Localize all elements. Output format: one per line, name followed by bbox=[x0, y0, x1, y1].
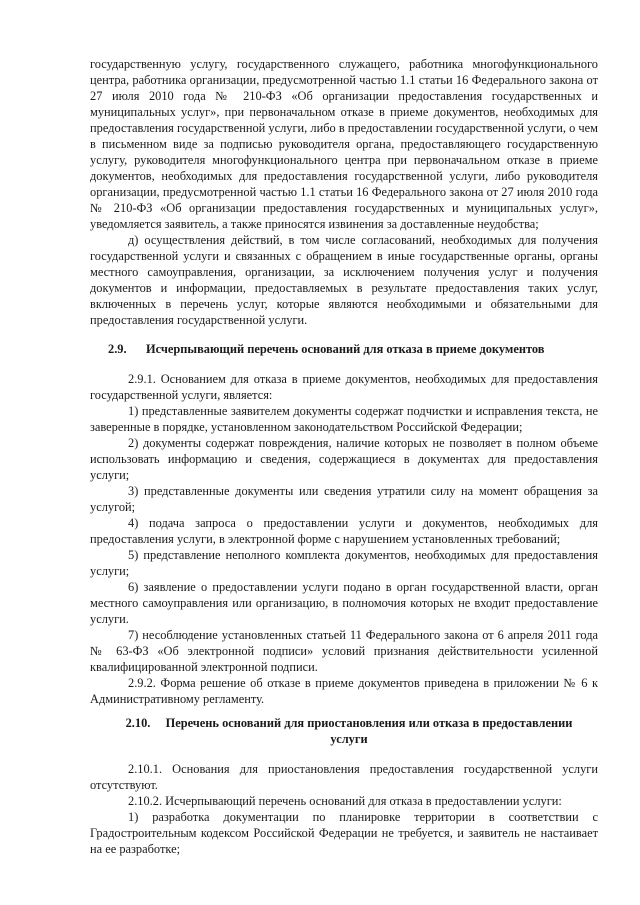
paragraph-2-9-1: 2.9.1. Основанием для отказа в приеме документов, необходимых для предоставления государственной услуги, является: bbox=[90, 372, 598, 402]
list-item-2-9-1-1: 1) представленные заявителем документы содержат подчистки и исправления текста, не заверенные в порядке, установленном законодательством Российской Федерации; bbox=[90, 404, 598, 434]
section-2-10-heading-line-1 bbox=[100, 715, 598, 731]
list-item-2-9-1-6: 6) заявление о предоставлении услуги подано в орган государственной власти, орган местного самоуправления или организацию, в полномочия которых не входит предоставление услуги. bbox=[90, 580, 598, 626]
list-item-2-9-1-7: 7) несоблюдение установленных статьей 11 Федерального закона от 6 апреля 2011 года № 63-ФЗ «Об электронной подписи» условий признания действительности усиленной квалифицированной электронной подписи. bbox=[90, 628, 598, 674]
section-2-9-heading bbox=[90, 341, 598, 357]
document-page bbox=[90, 56, 598, 857]
list-item-2-9-1-4: 4) подача запроса о предоставлении услуги и документов, необходимых для предоставления услуги, в электронной форме с нарушением установленных требований; bbox=[90, 516, 598, 546]
section-2-10-heading bbox=[90, 715, 598, 747]
paragraph-2-10-2: 2.10.2. Исчерпывающий перечень оснований для отказа в предоставлении услуги: bbox=[128, 794, 562, 808]
section-2-10-title-line-1: Перечень оснований для приостановления или отказа в предоставлении bbox=[165, 716, 573, 730]
paragraph-c-continuation: государственную услугу, государственного служащего, работника многофункционального центра, работника организации, предусмотренной частью 1.1 статьи 16 Федерального закона от 27 июля 2010 года № 210-ФЗ «Об организации предоставления государственных и муниципальных услуг», при первоначальном отказе в приеме документов, необходимых для предоставления государственной услуги, либо в предоставлении государственной услуги, о чем в письменном виде за подписью руководителя органа, предоставляющего государственную услугу, руководителя многофункционального центра при первоначальном отказе в приеме документов, необходимых для предоставления государственной услуги, либо руководителя организации, предусмотренной частью 1.1 статьи 16 Федерального закона от 27 июля 2010 года № 210-ФЗ «Об организации предоставления государственных и муниципальных услуг», уведомляется заявитель, а также приносятся извинения за доставленные неудобства; bbox=[90, 57, 598, 231]
section-2-9-title: Исчерпывающий перечень оснований для отказа в приеме документов bbox=[146, 342, 545, 356]
section-2-10-title-line-2: услуги bbox=[330, 732, 368, 746]
paragraph-d: д) осуществления действий, в том числе согласований, необходимых для получения государственной услуги и связанных с обращением в иные государственные органы, органы местного самоуправления, организации, за исключением получения услуг и получения документов и информации, предоставляемых в результате предоставления таких услуг, включенных в перечень услуг, которые являются необходимыми и обязательными для предоставления государственной услуги. bbox=[90, 233, 598, 327]
paragraph-2-9-2: 2.9.2. Форма решение об отказе в приеме документов приведена в приложении № 6 к Административному регламенту. bbox=[90, 676, 598, 706]
paragraph-2-10-1: 2.10.1. Основания для приостановления предоставления государственной услуги отсутствуют. bbox=[90, 762, 598, 792]
list-item-2-10-2-1: 1) разработка документации по планировке территории в соответствии с Градостроительным кодексом Российской Федерации не требуется, и заявитель не настаивает на ее разработке; bbox=[90, 810, 598, 856]
list-item-2-9-1-2: 2) документы содержат повреждения, наличие которых не позволяет в полном объеме использовать информацию и сведения, содержащиеся в документах для предоставления услуги; bbox=[90, 436, 598, 482]
list-item-2-9-1-5: 5) представление неполного комплекта документов, необходимых для предоставления услуги; bbox=[90, 548, 598, 578]
list-item-2-9-1-3: 3) представленные документы или сведения утратили силу на момент обращения за услугой; bbox=[90, 484, 598, 514]
section-2-9-number: 2.9. bbox=[108, 342, 127, 356]
section-2-10-number: 2.10. bbox=[125, 716, 151, 730]
